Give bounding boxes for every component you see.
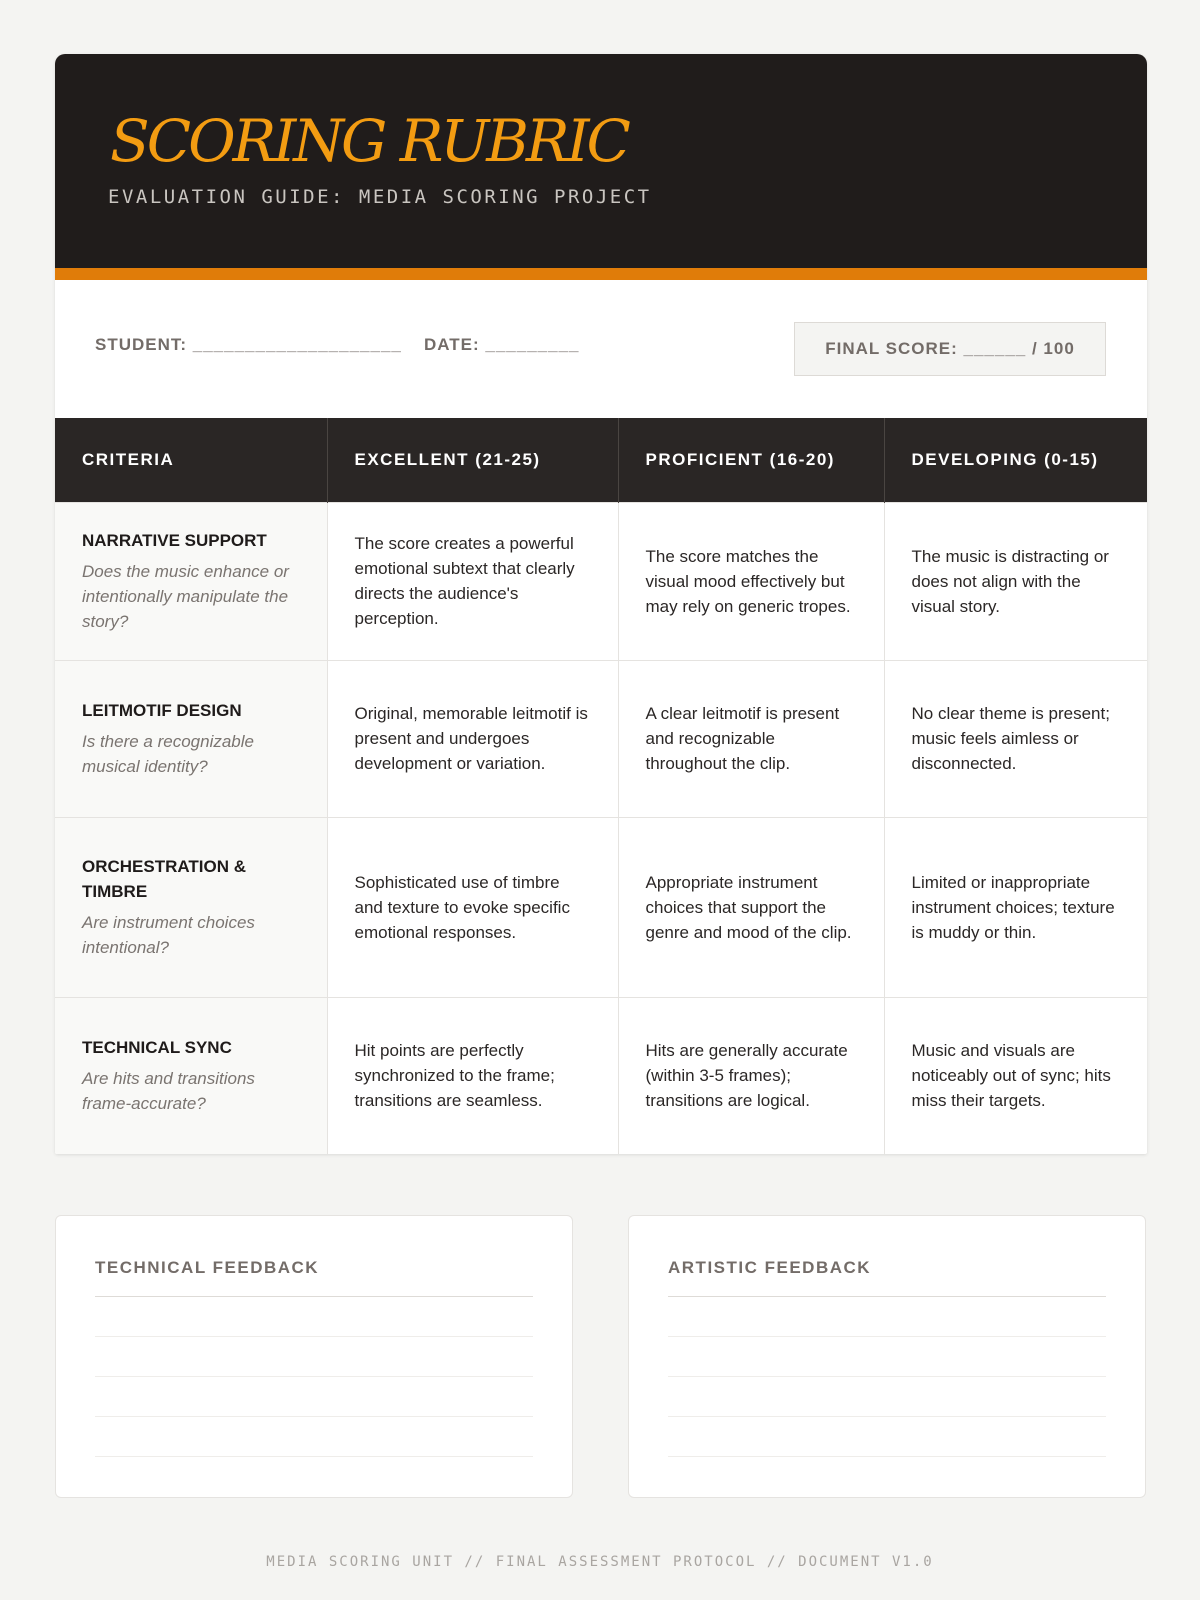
feedback-line bbox=[95, 1416, 533, 1417]
page-header bbox=[55, 54, 1147, 280]
table-row bbox=[55, 817, 1147, 997]
excellent-cell: Hit points are perfectly synchronized to the frame; transitions are seamless. bbox=[327, 997, 618, 1154]
feedback-line bbox=[668, 1296, 1106, 1297]
header-developing: DEVELOPING (0-15) bbox=[884, 418, 1147, 502]
student-field[interactable]: STUDENT: ____________________ bbox=[95, 335, 402, 354]
technical-feedback-box[interactable] bbox=[55, 1215, 573, 1498]
criteria-question: Is there a recognizable musical identity? bbox=[82, 732, 254, 776]
criteria-cell bbox=[55, 997, 327, 1154]
criteria-name: NARRATIVE SUPPORT bbox=[82, 531, 267, 550]
feedback-line bbox=[668, 1336, 1106, 1337]
developing-cell: Limited or inappropriate instrument choices; texture is muddy or thin. bbox=[884, 817, 1147, 997]
criteria-cell bbox=[55, 502, 327, 660]
proficient-cell: Appropriate instrument choices that support the genre and mood of the clip. bbox=[618, 817, 884, 997]
feedback-line bbox=[95, 1296, 533, 1297]
feedback-line bbox=[95, 1456, 533, 1457]
excellent-cell: Sophisticated use of timbre and texture to evoke specific emotional responses. bbox=[327, 817, 618, 997]
page-subtitle: EVALUATION GUIDE: MEDIA SCORING PROJECT bbox=[108, 186, 652, 208]
proficient-cell: Hits are generally accurate (within 3-5 frames); transitions are logical. bbox=[618, 997, 884, 1154]
criteria-cell bbox=[55, 660, 327, 817]
header-excellent: EXCELLENT (21-25) bbox=[327, 418, 618, 502]
criteria-question: Does the music enhance or intentionally manipulate the story? bbox=[82, 562, 289, 631]
table-header-row bbox=[55, 418, 1147, 502]
table-row bbox=[55, 997, 1147, 1154]
header-criteria: CRITERIA bbox=[55, 418, 327, 502]
criteria-cell bbox=[55, 817, 327, 997]
criteria-name: TECHNICAL SYNC bbox=[82, 1038, 232, 1058]
student-info-bar bbox=[55, 280, 1147, 418]
header-proficient: PROFICIENT (16-20) bbox=[618, 418, 884, 502]
excellent-cell: The score creates a powerful emotional subtext that clearly directs the audience's perception. bbox=[327, 502, 618, 660]
artistic-feedback-title: ARTISTIC FEEDBACK bbox=[668, 1258, 872, 1277]
final-score-field[interactable] bbox=[794, 322, 1106, 376]
table-row bbox=[55, 660, 1147, 817]
developing-cell: No clear theme is present; music feels aimless or disconnected. bbox=[884, 660, 1147, 817]
feedback-line bbox=[668, 1376, 1106, 1377]
document-footer: MEDIA SCORING UNIT // FINAL ASSESSMENT PROTOCOL // DOCUMENT V1.0 bbox=[266, 1554, 934, 1570]
rubric-card bbox=[55, 54, 1147, 1154]
feedback-line bbox=[95, 1336, 533, 1337]
date-field[interactable]: DATE: _________ bbox=[424, 335, 580, 354]
proficient-cell: The score matches the visual mood effectively but may rely on generic tropes. bbox=[618, 502, 884, 660]
criteria-question: Are instrument choices intentional? bbox=[82, 913, 255, 957]
feedback-line bbox=[668, 1416, 1106, 1417]
excellent-cell: Original, memorable leitmotif is present and undergoes development or variation. bbox=[327, 660, 618, 817]
feedback-line bbox=[95, 1376, 533, 1377]
artistic-feedback-box[interactable] bbox=[628, 1215, 1146, 1498]
criteria-question: Are hits and transitions frame-accurate? bbox=[82, 1069, 255, 1114]
criteria-name: ORCHESTRATION & TIMBRE bbox=[82, 857, 247, 901]
criteria-name: LEITMOTIF DESIGN bbox=[82, 701, 242, 720]
developing-cell: Music and visuals are noticeably out of sync; hits miss their targets. bbox=[884, 997, 1147, 1154]
final-score-label: FINAL SCORE: ______ / 100 bbox=[825, 339, 1075, 358]
developing-cell: The music is distracting or does not align with the visual story. bbox=[884, 502, 1147, 660]
proficient-cell: A clear leitmotif is present and recognizable throughout the clip. bbox=[618, 660, 884, 817]
rubric-table bbox=[55, 418, 1147, 1154]
page-title: SCORING RUBRIC bbox=[110, 107, 628, 175]
feedback-line bbox=[668, 1456, 1106, 1457]
technical-feedback-title: TECHNICAL FEEDBACK bbox=[95, 1258, 320, 1277]
table-row bbox=[55, 502, 1147, 660]
